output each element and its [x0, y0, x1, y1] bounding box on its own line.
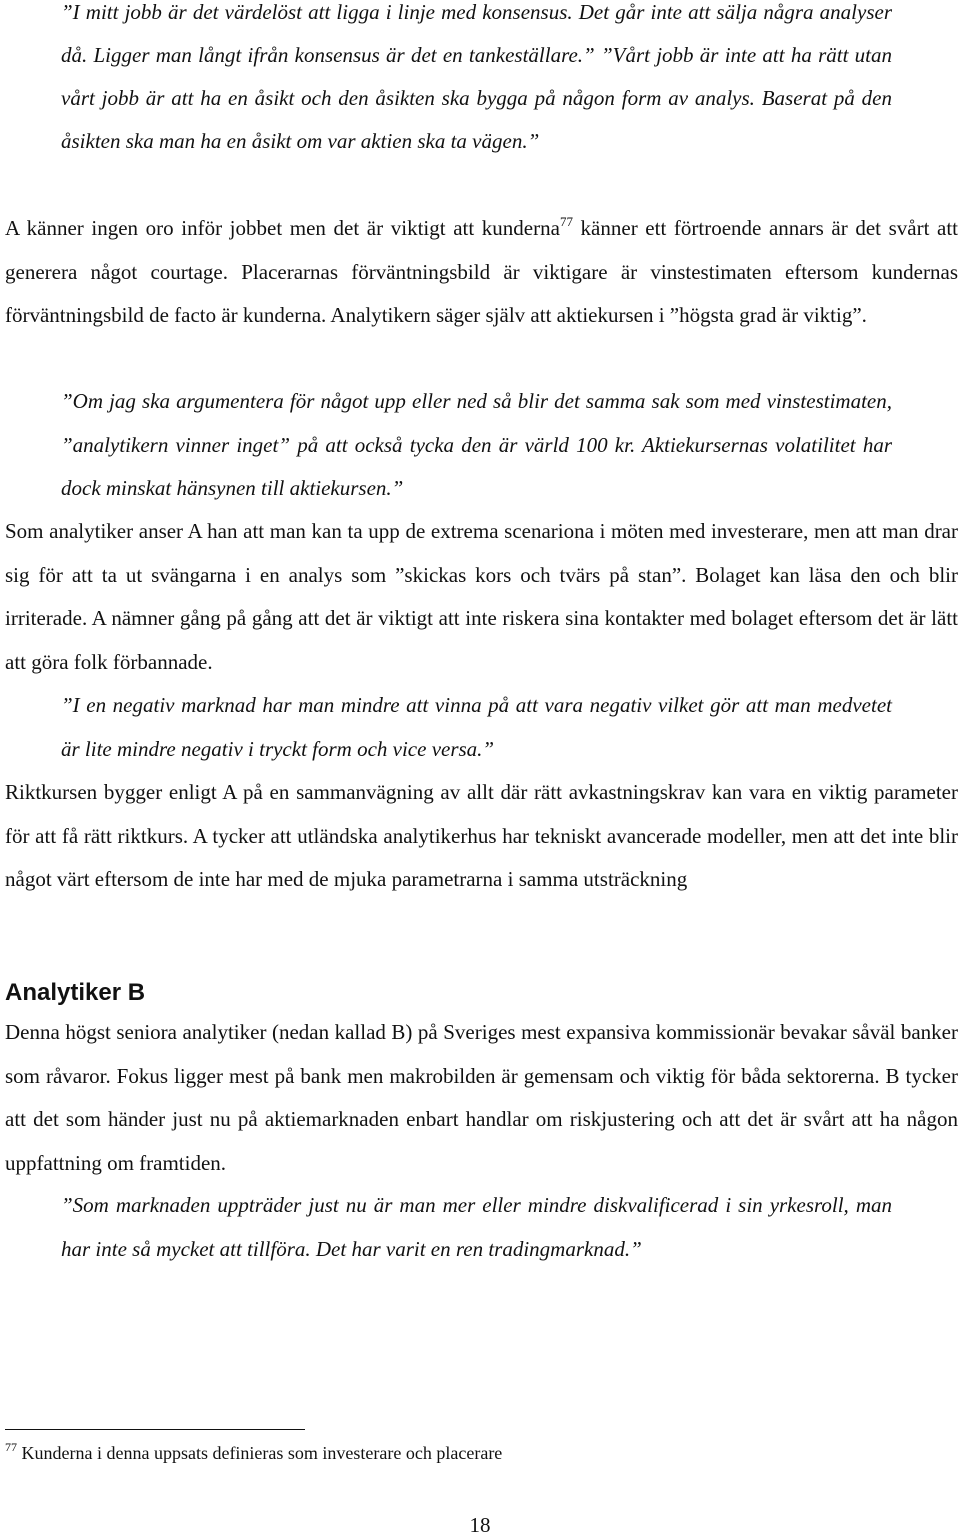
- paragraph-text: A känner ingen oro inför jobbet men det är viktigt att kunderna: [5, 216, 560, 240]
- quote-consensus: ”I mitt jobb är det värdelöst att ligga i linje med konsensus. Det går inte att sälja några analyser då. Ligger man långt ifrån konsensus är det en tankeställare.” ”Vårt jobb är inte att ha rätt utan vårt jobb är att ha en åsikt och den åsikten ska bygga på någon form av analys. Baserat på den åsikten ska man ha en åsikt om var aktien ska ta vägen.”: [61, 0, 892, 153]
- footnote-divider: [5, 1429, 305, 1430]
- footnote: [5, 1438, 502, 1468]
- footnote-text: Kunderna i denna uppsats definieras som investerare och placerare: [17, 1443, 503, 1463]
- paragraph-target-price: Riktkursen bygger enligt A på en sammanvägning av allt där rätt avkastningskrav kan vara en viktig parameter för att få rätt riktkurs. A tycker att utländska analytikerhus har tekniskt avancerade modeller, men att det inte blir något värt eftersom de inte har med de mjuka parametrarna i samma utsträckning: [5, 780, 958, 891]
- footnote-reference[interactable]: 77: [559, 214, 573, 229]
- paragraph-analyst-b-intro: Denna högst seniora analytiker (nedan kallad B) på Sveriges mest expansiva kommissionär bevakar såväl banker som råvaror. Fokus ligger mest på bank men makrobilden är gemensam och viktig för båda sektorerna. B tycker att det som händer just nu på aktiemarknaden enbart handlar om riskjustering och att det är svårt att ha någon uppfattning om framtiden.: [5, 1020, 958, 1175]
- quote-negative-market: ”I en negativ marknad har man mindre att vinna på att vara negativ vilket gör att man medvetet är lite mindre negativ i tryckt form och vice versa.”: [61, 693, 892, 761]
- quote-estimates: ”Om jag ska argumentera för något upp eller ned så blir det samma sak som med vinstestimaten, ”analytikern vinner inget” på att också tycka den är värld 100 kr. Aktiekursernas volatilitet har dock minskat hänsynen till aktiekursen.”: [61, 389, 892, 500]
- paragraph-text: känner ett förtroende annars är det svårt att generera något courtage. Placerarnas förväntningsbild är viktigare är vinstestimaten eftersom kundernas förväntningsbild de facto är kunderna. Analytikern säger själv att aktiekursen i ”högsta grad är viktig”.: [5, 216, 959, 327]
- page-number: 18: [469, 1513, 491, 1537]
- section-heading-analyst-b: Analytiker B: [5, 979, 146, 1006]
- footnote-number: 77: [5, 1440, 17, 1454]
- paragraph-analyst-a-customers: [5, 207, 958, 338]
- quote-trading-market: ”Som marknaden uppträder just nu är man mer eller mindre diskvalificerad i sin yrkesroll, man har inte så mycket att tillföra. Det har varit en ren tradingmarknad.”: [61, 1193, 892, 1261]
- paragraph-extreme-scenarios: Som analytiker anser A han att man kan ta upp de extrema scenariona i möten med investerare, men att man drar sig för att ta ut svängarna i en analys som ”skickas kors och tvärs på stan”. Bolaget kan läsa den och blir irriterade. A nämner gång på gång att det är viktigt att inte riskera sina kontakter med bolaget eftersom det är lätt att göra folk förbannade.: [5, 519, 958, 674]
